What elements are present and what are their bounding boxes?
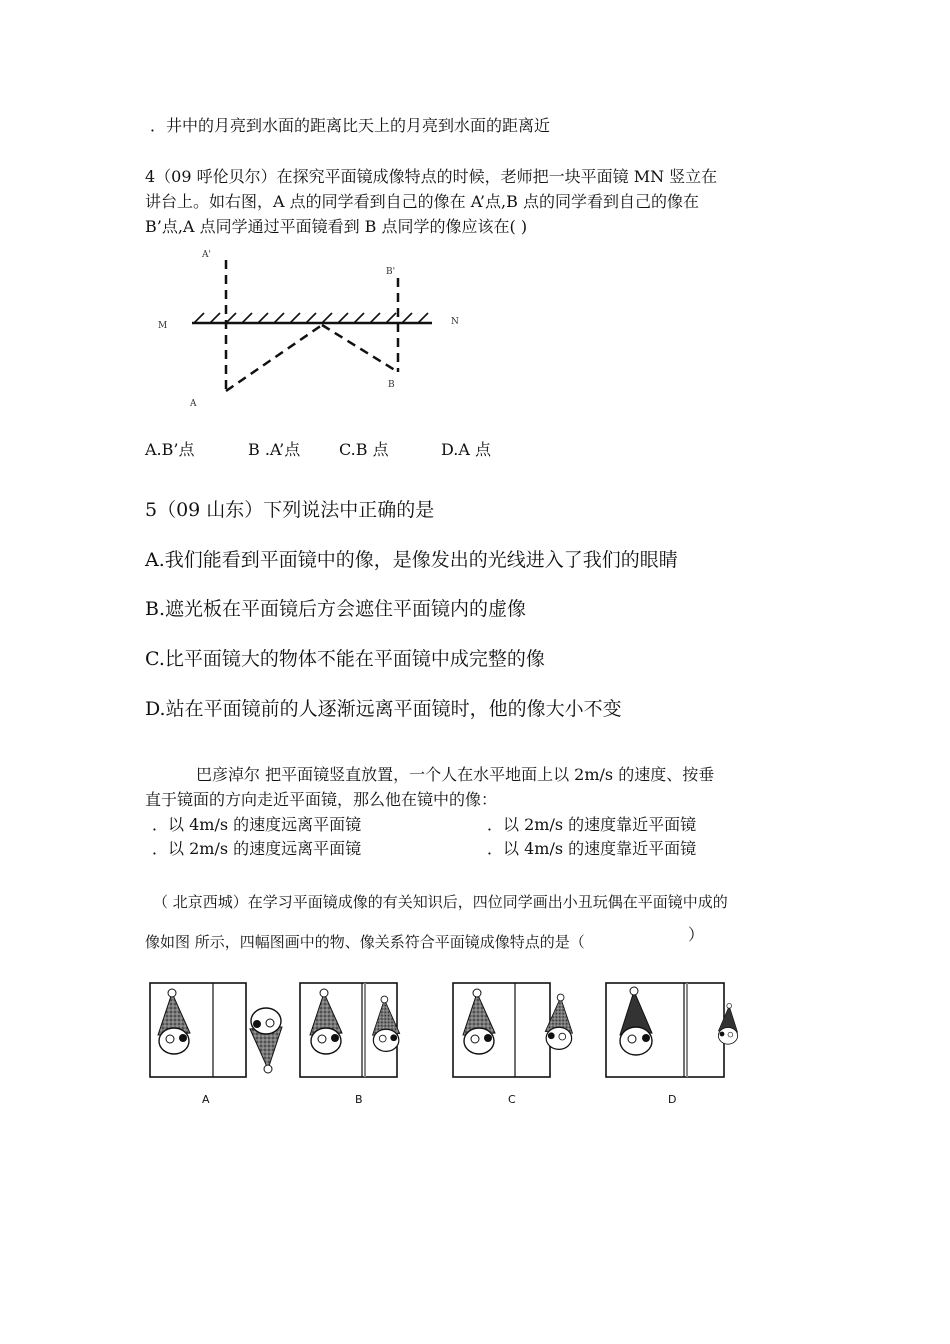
clown-image-a (250, 1008, 282, 1073)
ray-a-to-mirror (226, 325, 322, 391)
label-b: B (388, 380, 395, 390)
clown-object-c (463, 989, 495, 1054)
panel-b (300, 983, 400, 1106)
label-a-prime: A' (202, 250, 211, 260)
q4-option-c: C.B 点 (339, 440, 389, 459)
panel-d (606, 983, 738, 1106)
panel-label-b: B (355, 1093, 363, 1106)
q5-option-b: B.遮光板在平面镜后方会遮住平面镜内的虚像 (145, 598, 527, 620)
q6-option-d: ．以 4m/s 的速度靠近平面镜 (487, 839, 697, 858)
q6-stem-line-1: 巴彦淖尔 把平面镜竖直放置，一个人在水平地面上以 2m/s 的速度、按垂 (196, 765, 715, 784)
q5-stem: 5（09 山东）下列说法中正确的是 (145, 499, 435, 521)
q5-option-d: D.站在平面镜前的人逐渐远离平面镜时，他的像大小不变 (145, 698, 622, 720)
panel-label-a: A (202, 1093, 210, 1106)
clown-object-d (620, 987, 652, 1055)
q6-stem-line-2: 直于镜面的方向走近平面镜，那么他在镜中的像： (145, 790, 498, 809)
panel-label-c: C (508, 1093, 516, 1106)
q4-stem-line-1: 4（09 呼伦贝尔）在探究平面镜成像特点的时候，老师把一块平面镜 MN 竖立在 (145, 167, 718, 186)
panel-c (453, 983, 573, 1106)
clown-image-d (718, 1003, 737, 1044)
clown-mirror-panels (145, 978, 745, 1108)
label-b-prime: B' (386, 267, 396, 277)
q6-option-b: ．以 2m/s 的速度靠近平面镜 (487, 815, 697, 834)
q4-stem-line-3: B’点,A 点同学通过平面镜看到 B 点同学的像应该在( ) (145, 217, 528, 236)
q7-answer-paren: ） (688, 925, 705, 944)
q7-stem-line-2: 像如图 所示，四幅图画中的物、像关系符合平面镜成像特点的是（ (145, 933, 585, 951)
mirror-hatching (194, 313, 428, 323)
panel-label-d: D (668, 1093, 677, 1106)
q4-option-b: B .A’点 (248, 440, 301, 459)
label-m: M (158, 321, 168, 331)
q7-stem-line-1: （ 北京西城）在学习平面镜成像的有关知识后，四位同学画出小丑玩偶在平面镜中成的 (153, 893, 728, 911)
mirror-diagram (150, 248, 470, 408)
q4-stem-line-2: 讲台上。如右图，A 点的同学看到自己的像在 A’点,B 点的同学看到自己的像在 (145, 192, 699, 211)
label-a: A (190, 399, 197, 409)
q4-option-d: D.A 点 (441, 440, 491, 459)
q5-option-a: A.我们能看到平面镜中的像，是像发出的光线进入了我们的眼睛 (145, 549, 678, 571)
q6-option-c: ．以 2m/s 的速度远离平面镜 (152, 839, 362, 858)
clown-object-b (310, 989, 342, 1054)
clown-image-b (373, 996, 400, 1051)
q4-option-a: A.B’点 (145, 440, 195, 459)
panel-a (150, 983, 282, 1106)
q5-option-c: C.比平面镜大的物体不能在平面镜中成完整的像 (145, 648, 545, 670)
q6-option-a: ．以 4m/s 的速度远离平面镜 (152, 815, 362, 834)
clown-object-a (158, 989, 190, 1054)
q3-option-c: ．井中的月亮到水面的距离比天上的月亮到水面的距离近 (150, 116, 551, 135)
ray-mirror-to-b (322, 325, 398, 372)
label-n: N (451, 317, 459, 327)
